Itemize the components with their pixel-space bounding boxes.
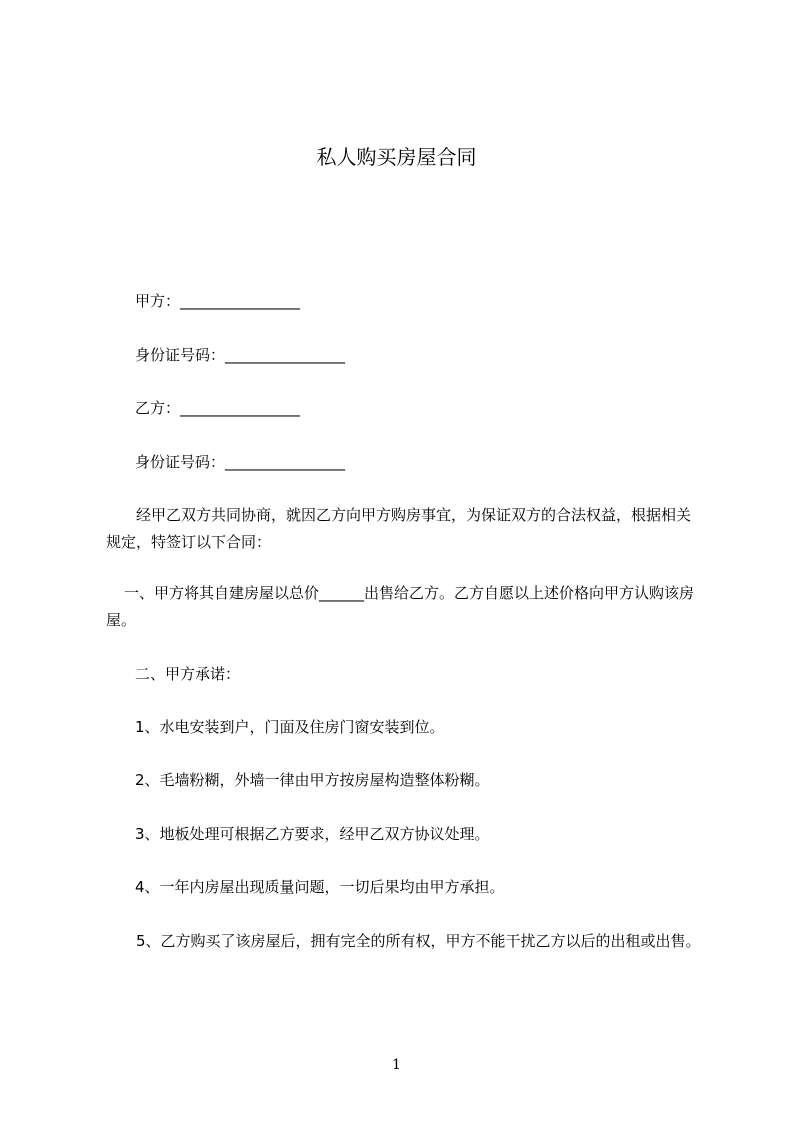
- document-title: 私人购买房屋合同: [316, 145, 477, 169]
- preamble-paragraph: 经甲乙双方共同协商，就因乙方向甲方购房事宜，为保证双方的合法权益，根据相关规定，特签订以下合同：: [106, 506, 692, 551]
- party-b-line: 乙方：________________: [135, 399, 301, 417]
- commitment-item-4: 4、一年内房屋出现质量问题，一切后果均由甲方承担。: [135, 878, 505, 896]
- party-a-line: 甲方：________________: [135, 292, 301, 310]
- party-a-id-line: 身份证号码：________________: [135, 346, 346, 364]
- clause-1-paragraph: 一、甲方将其自建房屋以总价______出售给乙方。乙方自愿以上述价格向甲方认购该房屋。: [106, 584, 695, 629]
- commitment-item-5: 5、乙方购买了该房屋后，拥有完全的所有权，甲方不能干扰乙方以后的出租或出售。: [136, 932, 701, 950]
- commitment-item-2: 2、毛墙粉糊，外墙一律由甲方按房屋构造整体粉糊。: [135, 771, 490, 789]
- commitment-item-1: 1、水电安装到户，门面及住房门窗安装到位。: [135, 718, 445, 736]
- clause-2-heading: 二、甲方承诺：: [135, 665, 241, 683]
- commitment-item-3: 3、地板处理可根据乙方要求，经甲乙双方协议处理。: [135, 825, 490, 843]
- party-b-id-line: 身份证号码：________________: [135, 453, 346, 471]
- page-number: 1: [392, 1057, 401, 1073]
